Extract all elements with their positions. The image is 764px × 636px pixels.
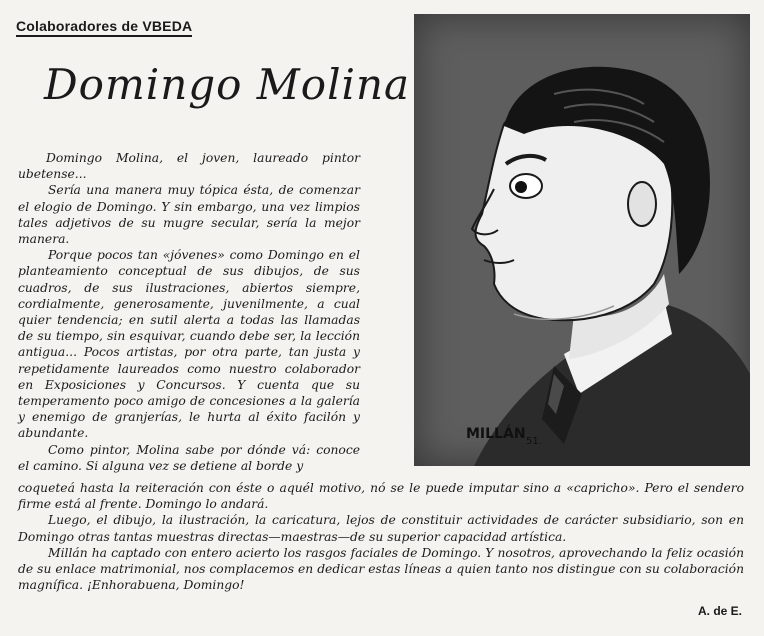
artist-signature: MILLÁN	[466, 426, 526, 442]
paragraph-3: Porque pocos tan «jóvenes» como Domingo en el planteamiento conceptual de sus dibujos, de sus cuadros, de sus ilustraciones, abiertos siempre, cordialmente, generosamente, juvenilmente, a cual quier tendencia; en sutil alerta a todas las llamadas de su tiempo, sin esquivar, cuando debe ser, la lección antigua... Pocos artistas, por otra parte, tan justa y repetidamente laureados como nuestro colaborador en Exposiciones y Concursos. Y cuenta que su temperamento poco amigo de concesiones a la galería y enemigo de granjerías, le hurta al éxito facilón y abundante.	[18, 248, 360, 441]
paragraph-7: Millán ha captado con entero acierto los rasgos faciales de Domingo. Y nosotros, aprovechando la feliz ocasión de su enlace matrimonial, nos complacemos en dedicar estas líneas a quien tanto nos distingue con su colaboración magnífica. ¡Enhorabuena, Domingo!	[18, 545, 744, 593]
paragraph-6: Luego, el dibujo, la ilustración, la caricatura, lejos de constituir actividades de carácter subsidiario, son en Domingo otras tantas muestras directas—maestras—de su superior capacidad artística.	[18, 513, 744, 544]
paragraph-5: coqueteá hasta la reiteración con éste o aquél motivo, nó se le puede imputar sino a «capricho». Pero el sendero firme está al frente. Domingo lo andará.	[18, 481, 744, 512]
caricature-portrait	[414, 14, 750, 466]
paragraph-2: Sería una manera muy tópica ésta, de comenzar el elogio de Domingo. Y sin embargo, una vez limpios tales adjetivos de su mugre secular, sería la mejor manera.	[18, 183, 360, 247]
article-column	[18, 150, 360, 474]
article-continuation	[18, 480, 744, 593]
section-label: Colaboradores de VBEDA	[16, 18, 192, 37]
paragraph-4: Como pintor, Molina sabe por dónde vá: conoce el camino. Si alguna vez se detiene al borde y	[18, 442, 360, 473]
author-signature: A. de E.	[697, 604, 742, 618]
caricature-drawing	[414, 14, 750, 466]
article-title: Domingo Molina	[44, 60, 411, 109]
paragraph-1: Domingo Molina, el joven, laureado pintor ubetense...	[18, 151, 360, 182]
portrait-year: 51.	[526, 436, 542, 447]
